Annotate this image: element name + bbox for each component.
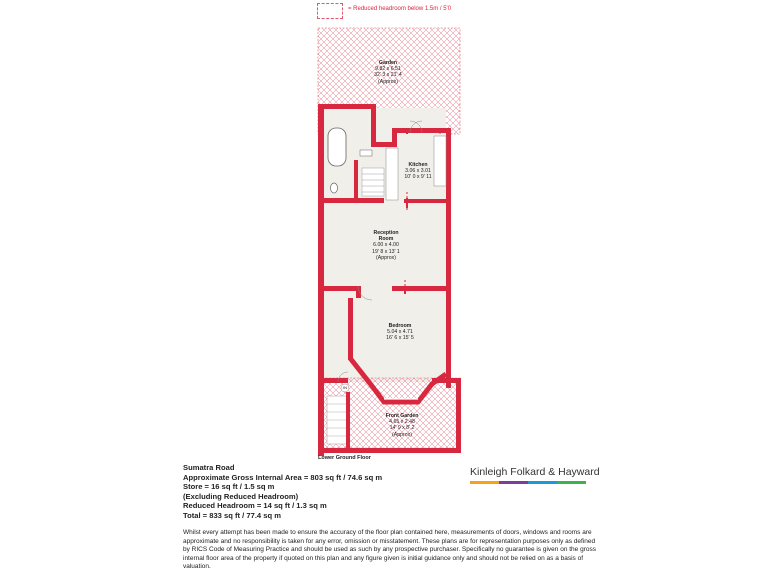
excluding-text: (Excluding Reduced Headroom) xyxy=(183,491,299,501)
total-area: Total = 833 sq ft / 77.4 sq m xyxy=(183,510,281,520)
kitchen-units xyxy=(386,148,398,200)
bedroom-label: Bedroom 5.04 x 4.71 16' 6 x 15' 5 xyxy=(386,323,414,342)
floor-title: Lower Ground Floor xyxy=(318,455,371,461)
brand-bar-orange xyxy=(470,481,499,484)
toilet-fixture xyxy=(331,183,338,193)
brand-bar-green xyxy=(557,481,586,484)
brand-color-bar xyxy=(470,481,586,484)
area-info xyxy=(183,463,382,520)
garden-label: Garden 9.82 x 6.51 32' 3 x 21' 4 (Approx) xyxy=(374,60,402,85)
kitchen-label: Kitchen 3.06 x 3.01 10' 0 x 9' 11 xyxy=(404,162,432,181)
address: Sumatra Road xyxy=(183,463,235,472)
disclaimer: Whilst every attempt has been made to ensure the accuracy of the floor plan contained here, measurements of doors, windows and rooms are approximate and no responsibility is taken for any error, omission or misstatement. These plans are for representation purposes only as defined by RICS Code of Measuring Practice and should be used as such by any prospective purchaser. Specifically no guarantee is given on the gross internal floor area of the property if quoted on this plan and any figure given is initial guidance only and should not be relied on as a basis of valuation. xyxy=(183,529,596,571)
bath-fixture xyxy=(328,128,346,166)
legend-text: = Reduced headroom below 1.5m / 5'0 xyxy=(348,6,452,12)
brand-logo: Kinleigh Folkard & Hayward xyxy=(470,466,600,478)
reception-label: Reception Room 6.00 x 4.00 19' 8 x 13' 1 (Approx) xyxy=(372,230,400,261)
store-area-text: Store = 16 sq ft / 1.5 sq m xyxy=(183,482,275,491)
gross-internal-area: Approximate Gross Internal Area = 803 sq ft / 74.6 sq m xyxy=(183,472,383,482)
brand-bar-purple xyxy=(499,481,528,484)
front-garden-label: Front Garden 4.65 x 2.48 14' 9 x 8' 2 (Approx) xyxy=(385,413,419,438)
reduced-headroom-text: Reduced Headroom = 14 sq ft / 1.3 sq m xyxy=(183,501,327,510)
entrance-marker: IN xyxy=(343,385,347,390)
brand-bar-blue xyxy=(528,481,557,484)
